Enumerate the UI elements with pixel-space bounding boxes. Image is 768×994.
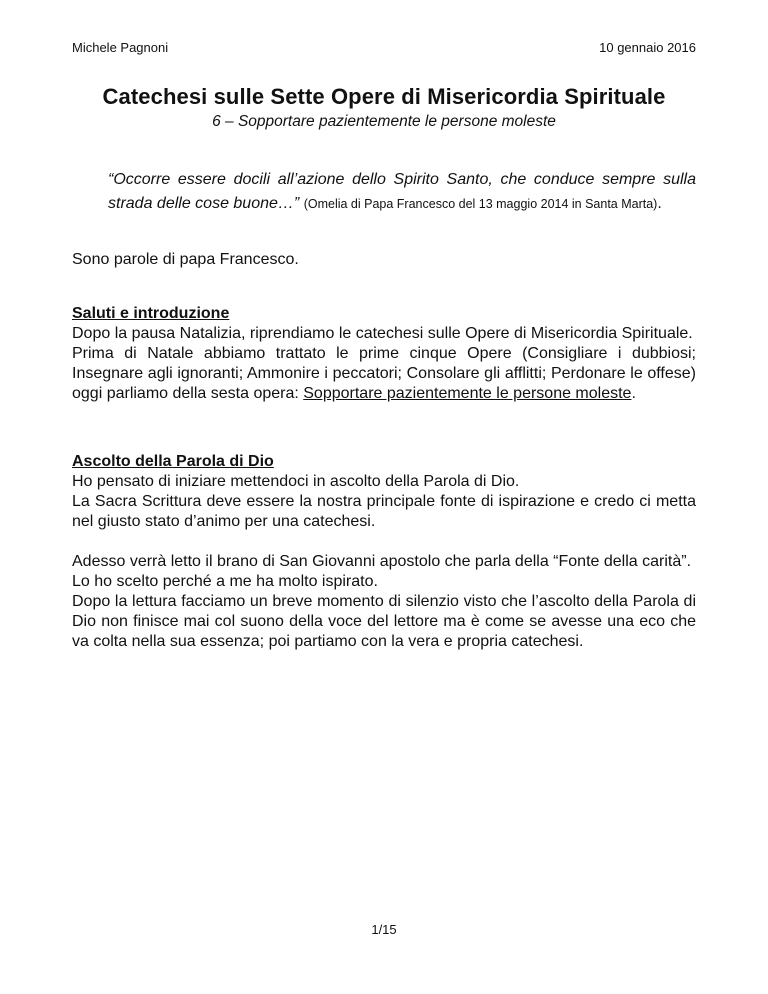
section-paragraph: Dopo la pausa Natalizia, riprendiamo le catechesi sulle Opere di Misericordia Spirituale.	[72, 325, 693, 342]
section-paragraph: La Sacra Scrittura deve essere la nostra principale fonte di ispirazione e credo ci metta nel giusto stato d’animo per una catechesi.	[72, 493, 696, 530]
page-number: 1/15	[371, 922, 397, 937]
document-title: Catechesi sulle Sette Opere di Misericordia Spirituale	[102, 84, 666, 109]
section-paragraph	[72, 344, 696, 404]
section-paragraph: Adesso verrà letto il brano di San Giovanni apostolo che parla della “Fonte della carità”.	[72, 553, 692, 570]
paragraph-text: Prima di Natale abbiamo trattato le prime cinque Opere (Consigliare i dubbiosi; Insegnare agli ignoranti; Ammonire i peccatori; Consolare gli afflitti; Perdonare le offese) oggi parliamo della sesta opera:	[72, 345, 696, 402]
quote-text: “Occorre essere docili all’azione dello Spirito Santo, che conduce sempre sulla strada delle cose buone…”	[108, 171, 696, 212]
section-paragraph: Dopo la lettura facciamo un breve momento di silenzio visto che l’ascolto della Parola di Dio non finisce mai col suono della voce del lettore ma è come se avesse una eco che va colta nella sua essenza; poi partiamo con la vera e propria catechesi.	[72, 593, 696, 650]
document-subtitle: 6 – Sopportare pazientemente le persone moleste	[212, 113, 556, 130]
section-heading-saluti: Saluti e introduzione	[72, 305, 230, 322]
section-saluti	[72, 304, 696, 404]
section-ascolto	[72, 452, 696, 532]
quote-end: .	[657, 195, 662, 212]
header-author: Michele Pagnoni	[72, 40, 169, 55]
section-paragraph: Lo ho scelto perché a me ha molto ispirato.	[72, 573, 378, 590]
section-lettura	[72, 552, 696, 652]
paragraph-end: .	[631, 385, 636, 402]
section-paragraph: Ho pensato di iniziare mettendoci in ascolto della Parola di Dio.	[72, 473, 520, 490]
opening-quote	[108, 168, 696, 216]
underlined-work-title: Sopportare pazientemente le persone moleste	[303, 385, 632, 402]
header-date: 10 gennaio 2016	[599, 40, 696, 55]
section-heading-ascolto: Ascolto della Parola di Dio	[72, 453, 274, 470]
quote-source: (Omelia di Papa Francesco del 13 maggio 2014 in Santa Marta)	[303, 197, 658, 211]
intro-line: Sono parole di papa Francesco.	[72, 251, 299, 268]
